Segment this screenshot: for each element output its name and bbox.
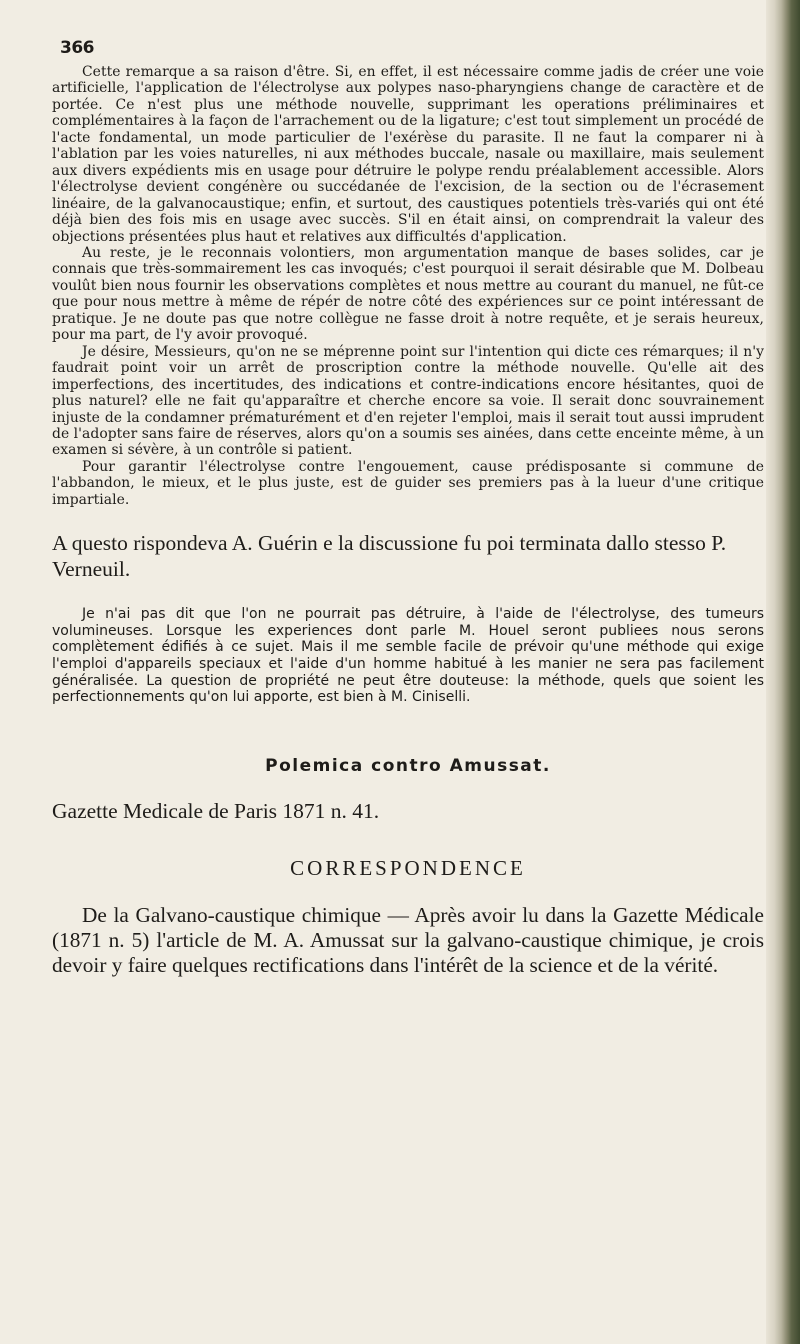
correspondence-heading: CORRESPONDENCE (290, 855, 526, 880)
page-number: 366 (60, 38, 94, 58)
document-page (52, 38, 764, 978)
italian-intro: A questo rispondeva A. Guérin e la discussione fu poi terminata dallo stesso P. Verneuil. (52, 531, 727, 582)
verneuil-reply: Je n'ai pas dit que l'on ne pourrait pas détruire, à l'aide de l'électrolyse, des tumeurs volumineuses. Lorsque les experiences dont parle M. Houel seront publiees nous serons complètement édifiés à ce sujet. Mais il me semble facile de prévoir qu'une méthode qui exige l'emploi d'appareils speciaux et l'aide d'un homme habitué à les manier ne sera pas facilement généralisée. La question de propriété ne peut être douteuse: la méthode, quels que soient les perfectionnements qu'on lui apporte, est bien à M. Ciniselli. (52, 606, 764, 706)
french-text-block (52, 64, 764, 508)
paragraph: Cette remarque a sa raison d'être. Si, en effet, il est nécessaire comme jadis de créer une voie artificielle, l'application de l'électrolyse aux polypes naso-pharyngiens change de caractère et de portée. Ce n'est plus une méthode nouvelle, supprimant les operations préliminaires et complémentaires à la façon de l'arrachement ou de la ligature; c'est tout simplement un procédé de l'acte fondamental, un mode particulier de l'exérèse du parasite. Il ne faut la comparer ni à l'ablation par les voies naturelles, ni aux méthodes buccale, nasale ou maxillaire, mais seulement aux divers expédients mis en usage pour détruire le polype rendu préalablement accessible. Alors l'électrolyse devient congénère ou succédanée de l'excision, de la section ou de l'écrasement linéaire, de la galvanocaustique; enfin, et surtout, des caustiques potentiels très-variés qui ont été déjà bien des fois mis en usage avec succès. S'il en était ainsi, on comprendrait la valeur des objections présentées plus haut et relatives aux difficultés d'application. (52, 64, 764, 245)
section-title: Polemica contro Amussat. (265, 755, 551, 776)
correspondence-paragraph: De la Galvano-caustique chimique — Après avoir lu dans la Gazette Médicale (1871 n. 5) l'article de M. A. Amussat sur la galvano-caustique chimique, je crois devoir y faire quelques rectifications dans l'intérêt de la science et de la vérité. (52, 902, 764, 977)
source-citation: Gazette Medicale de Paris 1871 n. 41. (52, 798, 380, 823)
paragraph: Au reste, je le reconnais volontiers, mon argumentation manque de bases solides, car je connais que très-sommairement les cas invoqués; c'est pourquoi il serait désirable que M. Dolbeau voulût bien nous fournir les observations complètes et nous mettre au courant du manuel, ne fût-ce que pour nous mettre à même de répér de notre côté des expériences sur ce point intéressant de pratique. Je ne doute pas que notre collègue ne fasse droit à notre requête, et je serais heureux, pour ma part, de l'y avoir provoqué. (52, 244, 764, 344)
scan-edge-shadow (766, 0, 800, 1344)
paragraph: Pour garantir l'électrolyse contre l'engouement, cause prédisposante si commune de l'abbandon, le mieux, et le plus juste, est de guider ses premiers pas à la lueur d'une critique impartiale. (52, 458, 764, 508)
paragraph: Je désire, Messieurs, qu'on ne se méprenne point sur l'intention qui dicte ces rémarques; il n'y faudrait point voir un arrêt de proscription contre la méthode nouvelle. Qu'elle ait des imperfections, des incertitudes, des indications et contre-indications encore hésitantes, quoi de plus naturel? elle ne fait qu'apparaître et cherche encore sa voie. Il serait donc souvrainement injuste de la condamner prématurément et d'en rejeter l'emploi, mais il serait tout aussi imprudent de l'adopter sans faire de réserves, alors qu'on a soumis ses ainées, dans cette enceinte même, à un examen si sévère, à un contrôle si patient. (52, 343, 764, 459)
